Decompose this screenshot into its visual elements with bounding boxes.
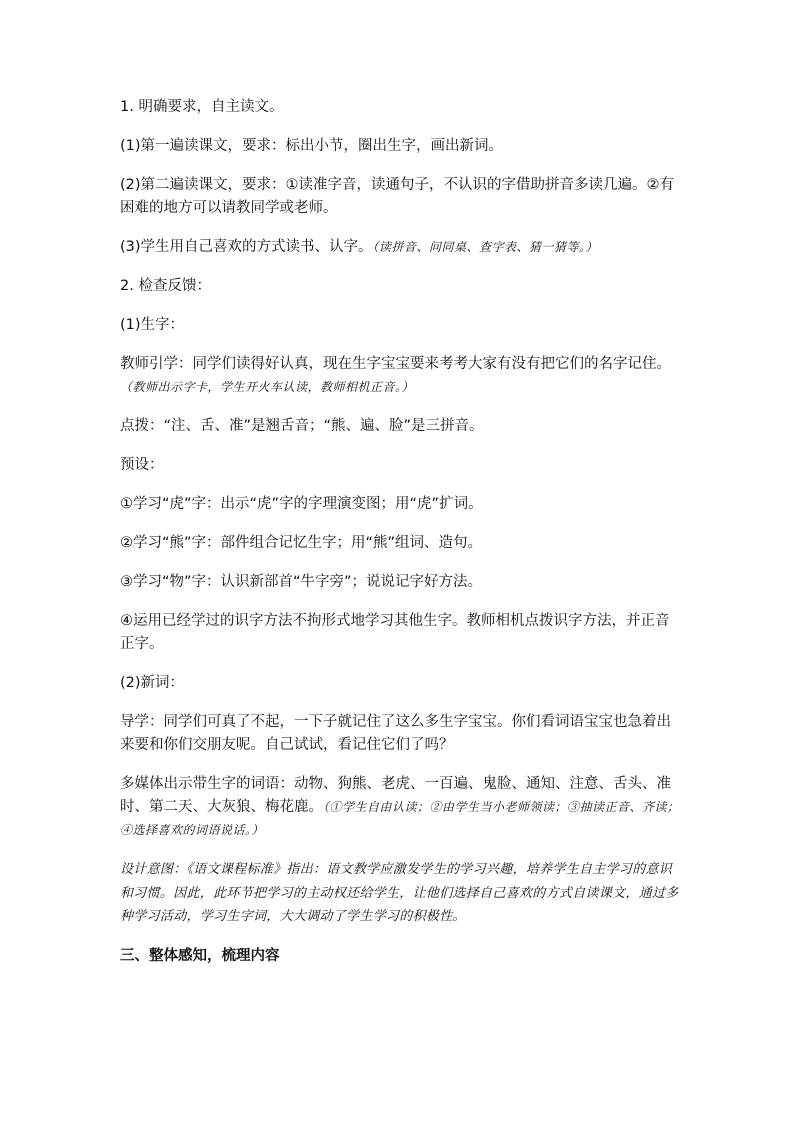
preset-item-bear: ②学习“熊”字：部件组合记忆生字；用“熊”组词、造句。 xyxy=(120,535,483,551)
multimedia-words-note: （①学生自由认读；②由学生当小老师领读；③抽读正音、齐读；④选择喜欢的词语说话。） xyxy=(120,800,680,837)
section-heading-3: 三、整体感知，梳理内容 xyxy=(120,947,280,964)
design-intent: 设计意图：《语文课程标准》指出：语文教学应激发学生的学习兴趣，培养学生自主学习的意识和习惯。因此，此环节把学习的主动权还给学生，让他们选择自己喜欢的方式自读课文，通过多种学习活动，学习生字词，大大调动了学生学习的积极性。 xyxy=(120,862,679,924)
free-reading-text: (3)学生用自己喜欢的方式读书、认字。 xyxy=(120,239,373,255)
step-heading-1: 1. 明确要求，自主读文。 xyxy=(120,99,284,115)
teacher-guidance-paragraph xyxy=(120,353,680,399)
multimedia-words-text: 多媒体出示带生字的词语：动物、狗熊、老虎、一百遍、鬼脸、通知、注意、舌头、准时、第二天、大灰狼、梅花鹿。 xyxy=(120,776,671,815)
teacher-guidance-text: 教师引学：同学们读得好认真，现在生字宝宝要来考考大家有没有把它们的名字记住。 xyxy=(120,356,671,372)
preset-item-tiger: ①学习“虎”字：出示“虎”字的字理演变图；用“虎”扩词。 xyxy=(120,496,483,512)
new-characters-heading: (1)生字： xyxy=(120,317,185,333)
new-words-guidance: 导学：同学们可真了不起，一下子就记住了这么多生字宝宝。你们看词语宝宝也急着出来要和你们交朋友呢。自己试试，看记住它们了吗？ xyxy=(120,714,671,753)
preset-item-other: ④运用已经学过的识字方法不拘形式地学习其他生字。教师相机点拨识字方法，并正音正字。 xyxy=(120,613,670,652)
new-words-heading: (2)新词： xyxy=(120,675,185,691)
second-reading-requirement: (2)第二遍读课文，要求：①读准字音，读通句子，不认识的字借助拼音多读几遍。②有困难的地方可以请教同学或老师。 xyxy=(120,177,675,216)
free-reading-paragraph xyxy=(120,236,680,259)
free-reading-note: （读拼音、问同桌、查字表、猜一猜等。） xyxy=(372,240,599,254)
teacher-guidance-note: （教师出示字卡，学生开火车认读，教师相机正音。） xyxy=(120,380,415,394)
multimedia-words-paragraph xyxy=(120,773,680,842)
step-heading-2: 2. 检查反馈： xyxy=(120,278,211,294)
first-reading-requirement: (1)第一遍读课文，要求：标出小节，圈出生字，画出新词。 xyxy=(120,138,504,154)
document-page xyxy=(120,96,680,968)
preset-item-thing: ③学习“物”字：认识新部首“牛字旁”；说说记字好方法。 xyxy=(120,574,483,590)
preset-heading: 预设： xyxy=(120,457,164,473)
pronunciation-tip: 点拨：“注、舌、准”是翘舌音；“熊、遍、脸”是三拼音。 xyxy=(120,418,484,434)
